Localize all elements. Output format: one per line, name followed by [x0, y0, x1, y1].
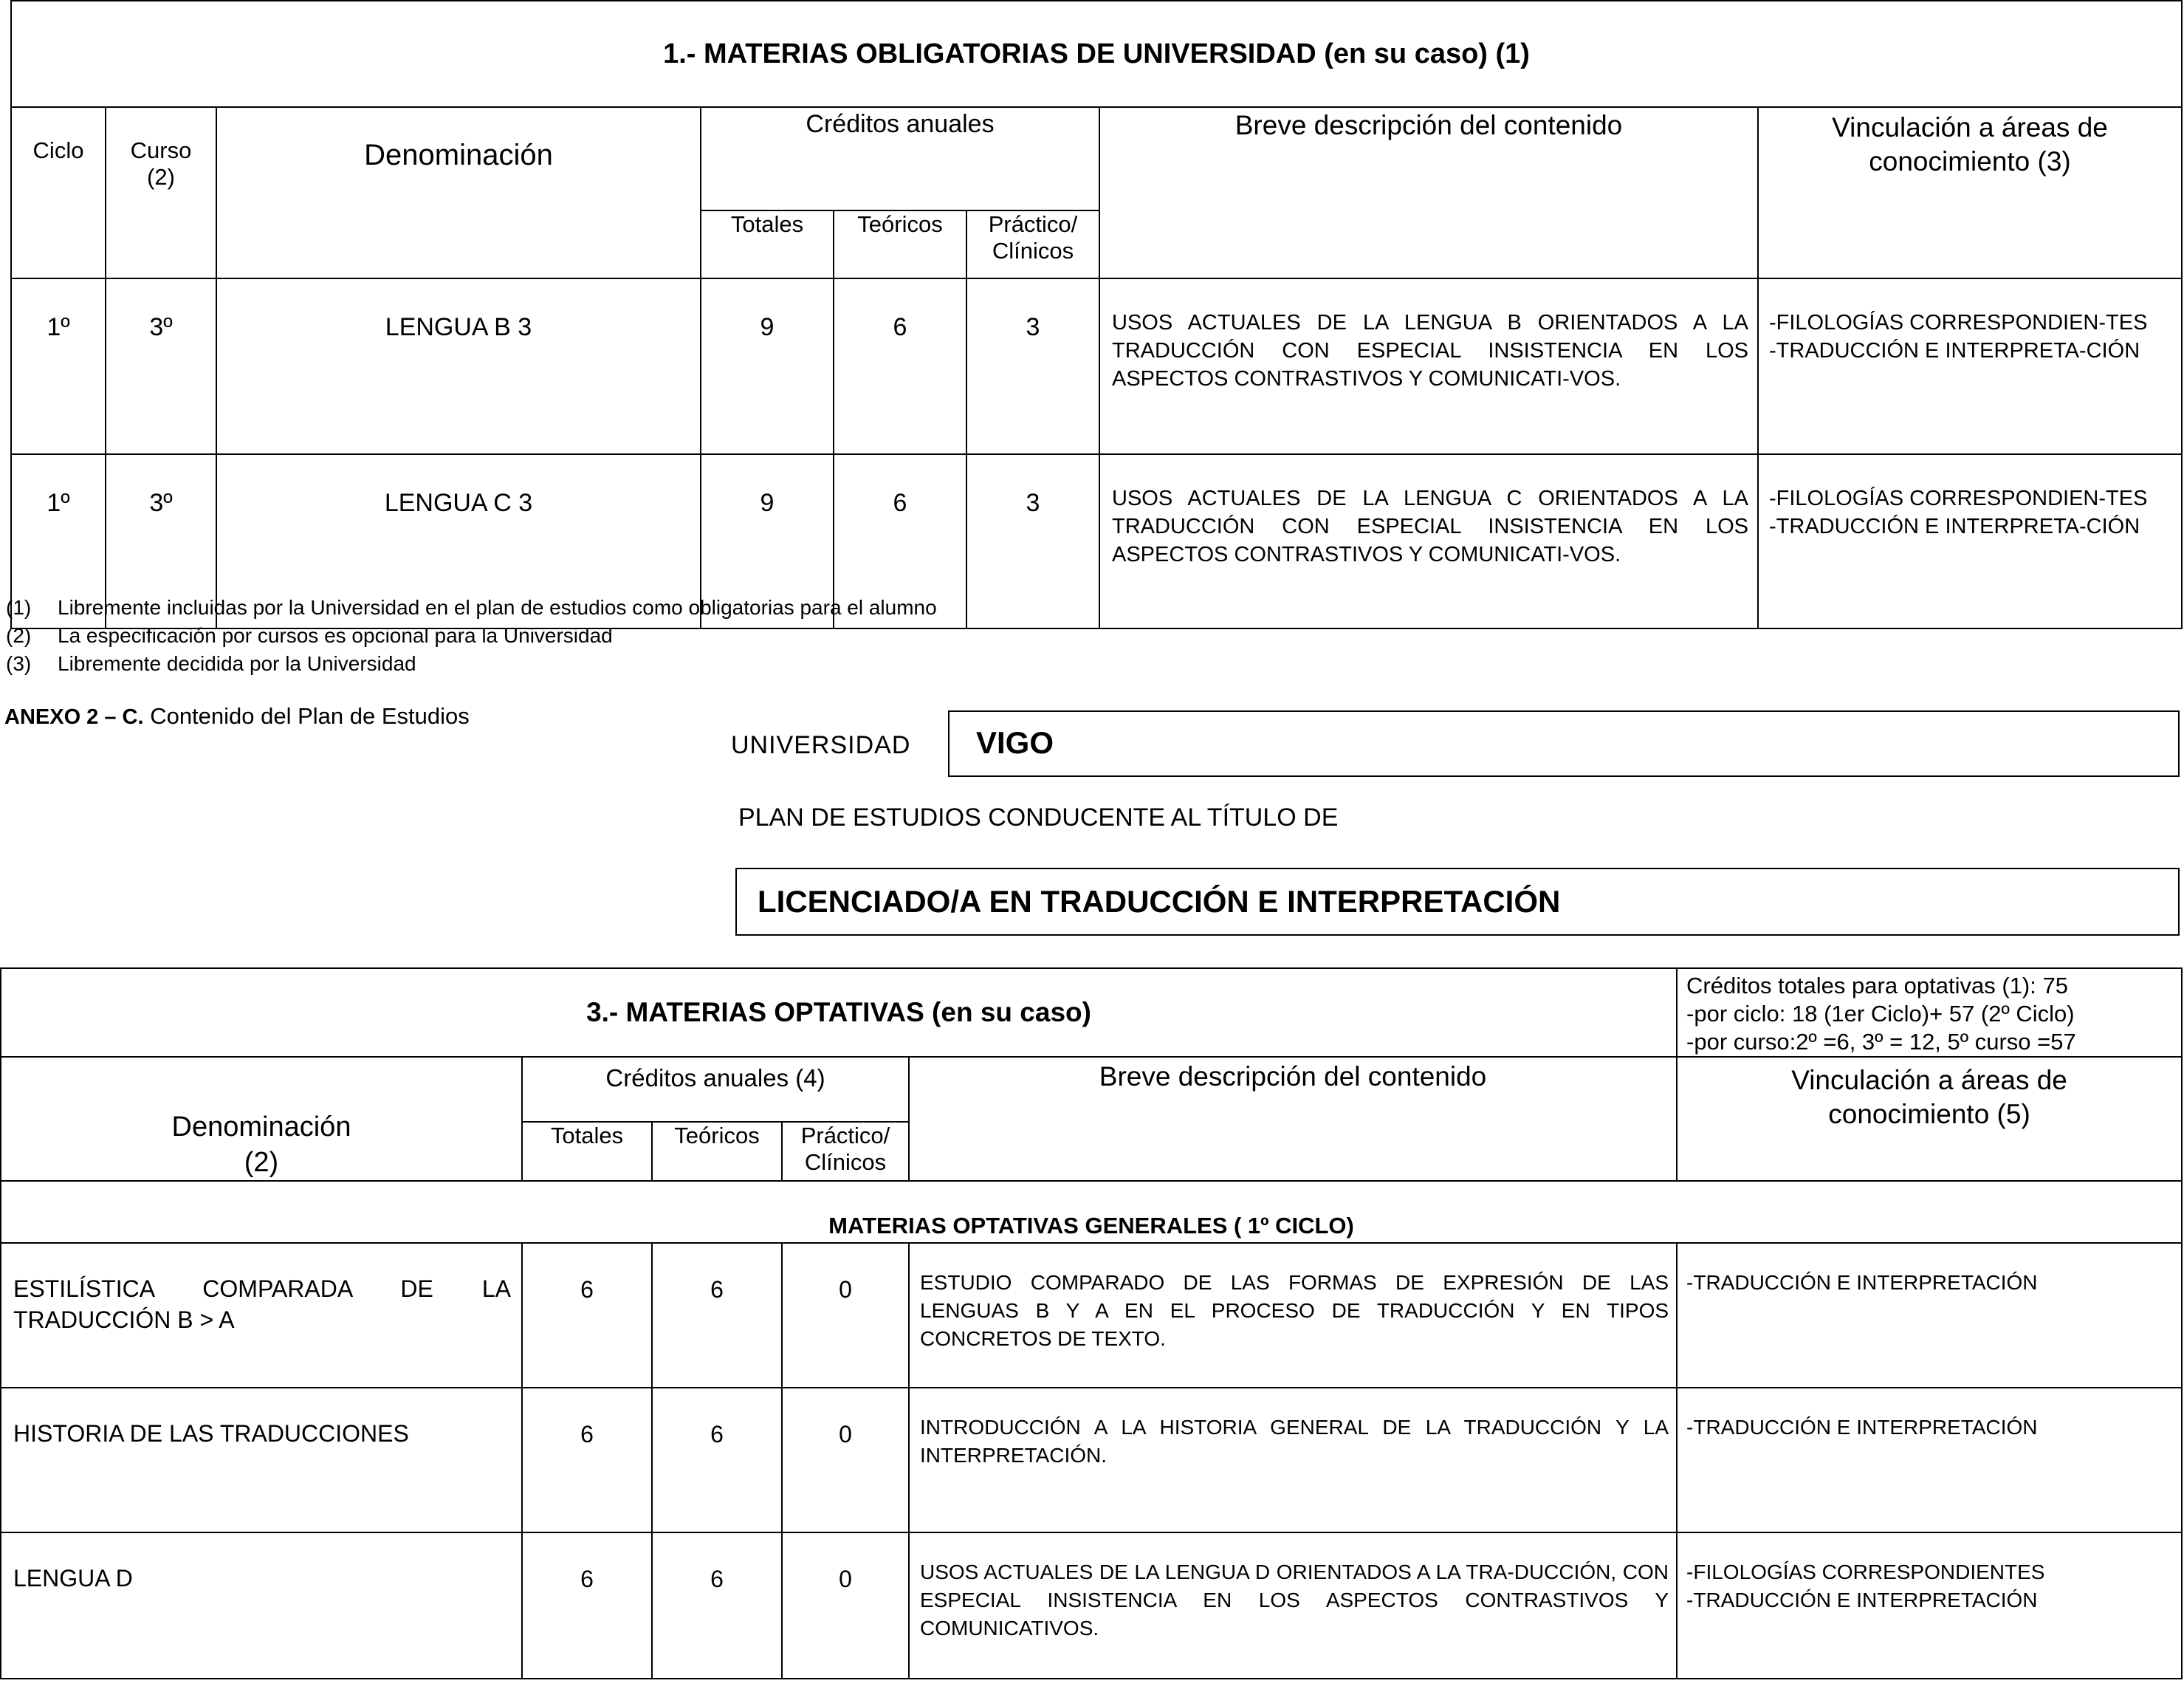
totales-cell: 9: [701, 454, 834, 628]
teoricos-cell: 6: [652, 1243, 782, 1388]
totales-header: Totales: [701, 210, 834, 278]
curso-cell: 3º: [106, 278, 216, 454]
ciclo-cell: 1º: [11, 278, 106, 454]
ciclo-cell: 1º: [11, 454, 106, 628]
descripcion-cell: ESTUDIO COMPARADO DE LAS FORMAS DE EXPRESIÓN DE LAS LENGUAS B Y A EN EL PROCESO DE TRADUCCIÓN Y EN TIPOS CONCRETOS DE TEXTO.: [909, 1243, 1677, 1388]
creditos-info: Créditos totales para optativas (1): 75 -por ciclo: 18 (1er Ciclo)+ 57 (2º Ciclo) -por curso:2º =6, 3º = 12, 5º curso =57: [1677, 968, 2182, 1057]
footnote: (3) Libremente decidida por la Universidad: [6, 652, 416, 675]
plan-label: PLAN DE ESTUDIOS CONDUCENTE AL TÍTULO DE: [738, 804, 1339, 832]
footnote: (2) La especificación por cursos es opcional para la Universidad: [6, 624, 613, 647]
universidad-value: VIGO: [976, 725, 1054, 760]
universidad-label: UNIVERSIDAD: [731, 731, 911, 759]
totales-cell: 9: [701, 278, 834, 454]
denominacion-cell: LENGUA D: [1, 1532, 522, 1679]
descripcion-header: Breve descripción del contenido: [1099, 107, 1758, 278]
denominacion-cell: HISTORIA DE LAS TRADUCCIONES: [1, 1388, 522, 1532]
table-row: [1, 1388, 2182, 1532]
denominacion-header: Denominación: [216, 107, 701, 278]
ciclo-header: Ciclo: [11, 107, 106, 278]
table-row: [1, 1243, 2182, 1388]
practicos-cell: 0: [782, 1532, 909, 1679]
vinculacion-header: Vinculación a áreas de conocimiento (3): [1758, 107, 2182, 278]
practicos-cell: 0: [782, 1243, 909, 1388]
teoricos-header: Teóricos: [652, 1122, 782, 1181]
practicos-header: Práctico/ Clínicos: [782, 1122, 909, 1181]
teoricos-header: Teóricos: [834, 210, 966, 278]
practicos-header: Práctico/ Clínicos: [966, 210, 1099, 278]
obligatorias-table: [10, 0, 2183, 629]
teoricos-cell: 6: [652, 1388, 782, 1532]
descripcion-cell: USOS ACTUALES DE LA LENGUA B ORIENTADOS A LA TRADUCCIÓN CON ESPECIAL INSISTENCIA EN LOS ASPECTOS CONTRASTIVOS Y COMUNICATI-VOS.: [1099, 278, 1758, 454]
practicos-cell: 3: [966, 278, 1099, 454]
totales-cell: 6: [522, 1243, 652, 1388]
footnotes: [6, 594, 1261, 678]
vinculacion-header: Vinculación a áreas de conocimiento (5): [1677, 1057, 2182, 1181]
curso-cell: 3º: [106, 454, 216, 628]
descripcion-cell: USOS ACTUALES DE LA LENGUA C ORIENTADOS A LA TRADUCCIÓN CON ESPECIAL INSISTENCIA EN LOS ASPECTOS CONTRASTIVOS Y COMUNICATI-VOS.: [1099, 454, 1758, 628]
table-row: [1, 1532, 2182, 1679]
denominacion-cell: LENGUA B 3: [216, 278, 701, 454]
optativas-table: [0, 967, 2183, 1679]
area-cell: -FILOLOGÍAS CORRESPONDIENTES -TRADUCCIÓN E INTERPRETACIÓN: [1677, 1532, 2182, 1679]
table-row: [11, 278, 2182, 454]
area-cell: -FILOLOGÍAS CORRESPONDIEN-TES -TRADUCCIÓN E INTERPRETA-CIÓN: [1758, 278, 2182, 454]
creditos-header: Créditos anuales (4): [522, 1057, 909, 1122]
totales-cell: 6: [522, 1388, 652, 1532]
denominacion-cell: LENGUA C 3: [216, 454, 701, 628]
teoricos-cell: 6: [652, 1532, 782, 1679]
universidad-box: [948, 710, 2180, 777]
area-cell: -TRADUCCIÓN E INTERPRETACIÓN: [1677, 1243, 2182, 1388]
teoricos-cell: 6: [834, 278, 966, 454]
descripcion-cell: INTRODUCCIÓN A LA HISTORIA GENERAL DE LA TRADUCCIÓN Y LA INTERPRETACIÓN.: [909, 1388, 1677, 1532]
practicos-cell: 0: [782, 1388, 909, 1532]
titulo-value: LICENCIADO/A EN TRADUCCIÓN E INTERPRETACIÓN: [758, 884, 1561, 919]
denominacion-header: Denominación (2): [1, 1057, 522, 1181]
area-cell: -FILOLOGÍAS CORRESPONDIEN-TES -TRADUCCIÓN E INTERPRETA-CIÓN: [1758, 454, 2182, 628]
practicos-cell: 3: [966, 454, 1099, 628]
descripcion-header: Breve descripción del contenido: [909, 1057, 1677, 1181]
footnote: (1) Libremente incluidas por la Universidad en el plan de estudios como obligatorias para el alumno: [6, 596, 937, 619]
area-cell: -TRADUCCIÓN E INTERPRETACIÓN: [1677, 1388, 2182, 1532]
obligatorias-title: 1.- MATERIAS OBLIGATORIAS DE UNIVERSIDAD (en su caso) (1): [11, 1, 2182, 107]
anexo-label: ANEXO 2 – C. Contenido del Plan de Estudios: [4, 703, 470, 729]
totales-header: Totales: [522, 1122, 652, 1181]
denominacion-cell: ESTILÍSTICA COMPARADA DE LA TRADUCCIÓN B > A: [1, 1243, 522, 1388]
creditos-header: Créditos anuales: [701, 107, 1099, 210]
titulo-box: [735, 868, 2180, 936]
curso-header: Curso (2): [106, 107, 216, 278]
teoricos-cell: 6: [834, 454, 966, 628]
descripcion-cell: USOS ACTUALES DE LA LENGUA D ORIENTADOS A LA TRA-DUCCIÓN, CON ESPECIAL INSISTENCIA EN LOS ASPECTOS CONTRASTIVOS Y COMUNICATIVOS.: [909, 1532, 1677, 1679]
optativas-title: 3.- MATERIAS OPTATIVAS (en su caso): [1, 968, 1677, 1057]
totales-cell: 6: [522, 1532, 652, 1679]
section-title: MATERIAS OPTATIVAS GENERALES ( 1º CICLO): [1, 1181, 2182, 1243]
